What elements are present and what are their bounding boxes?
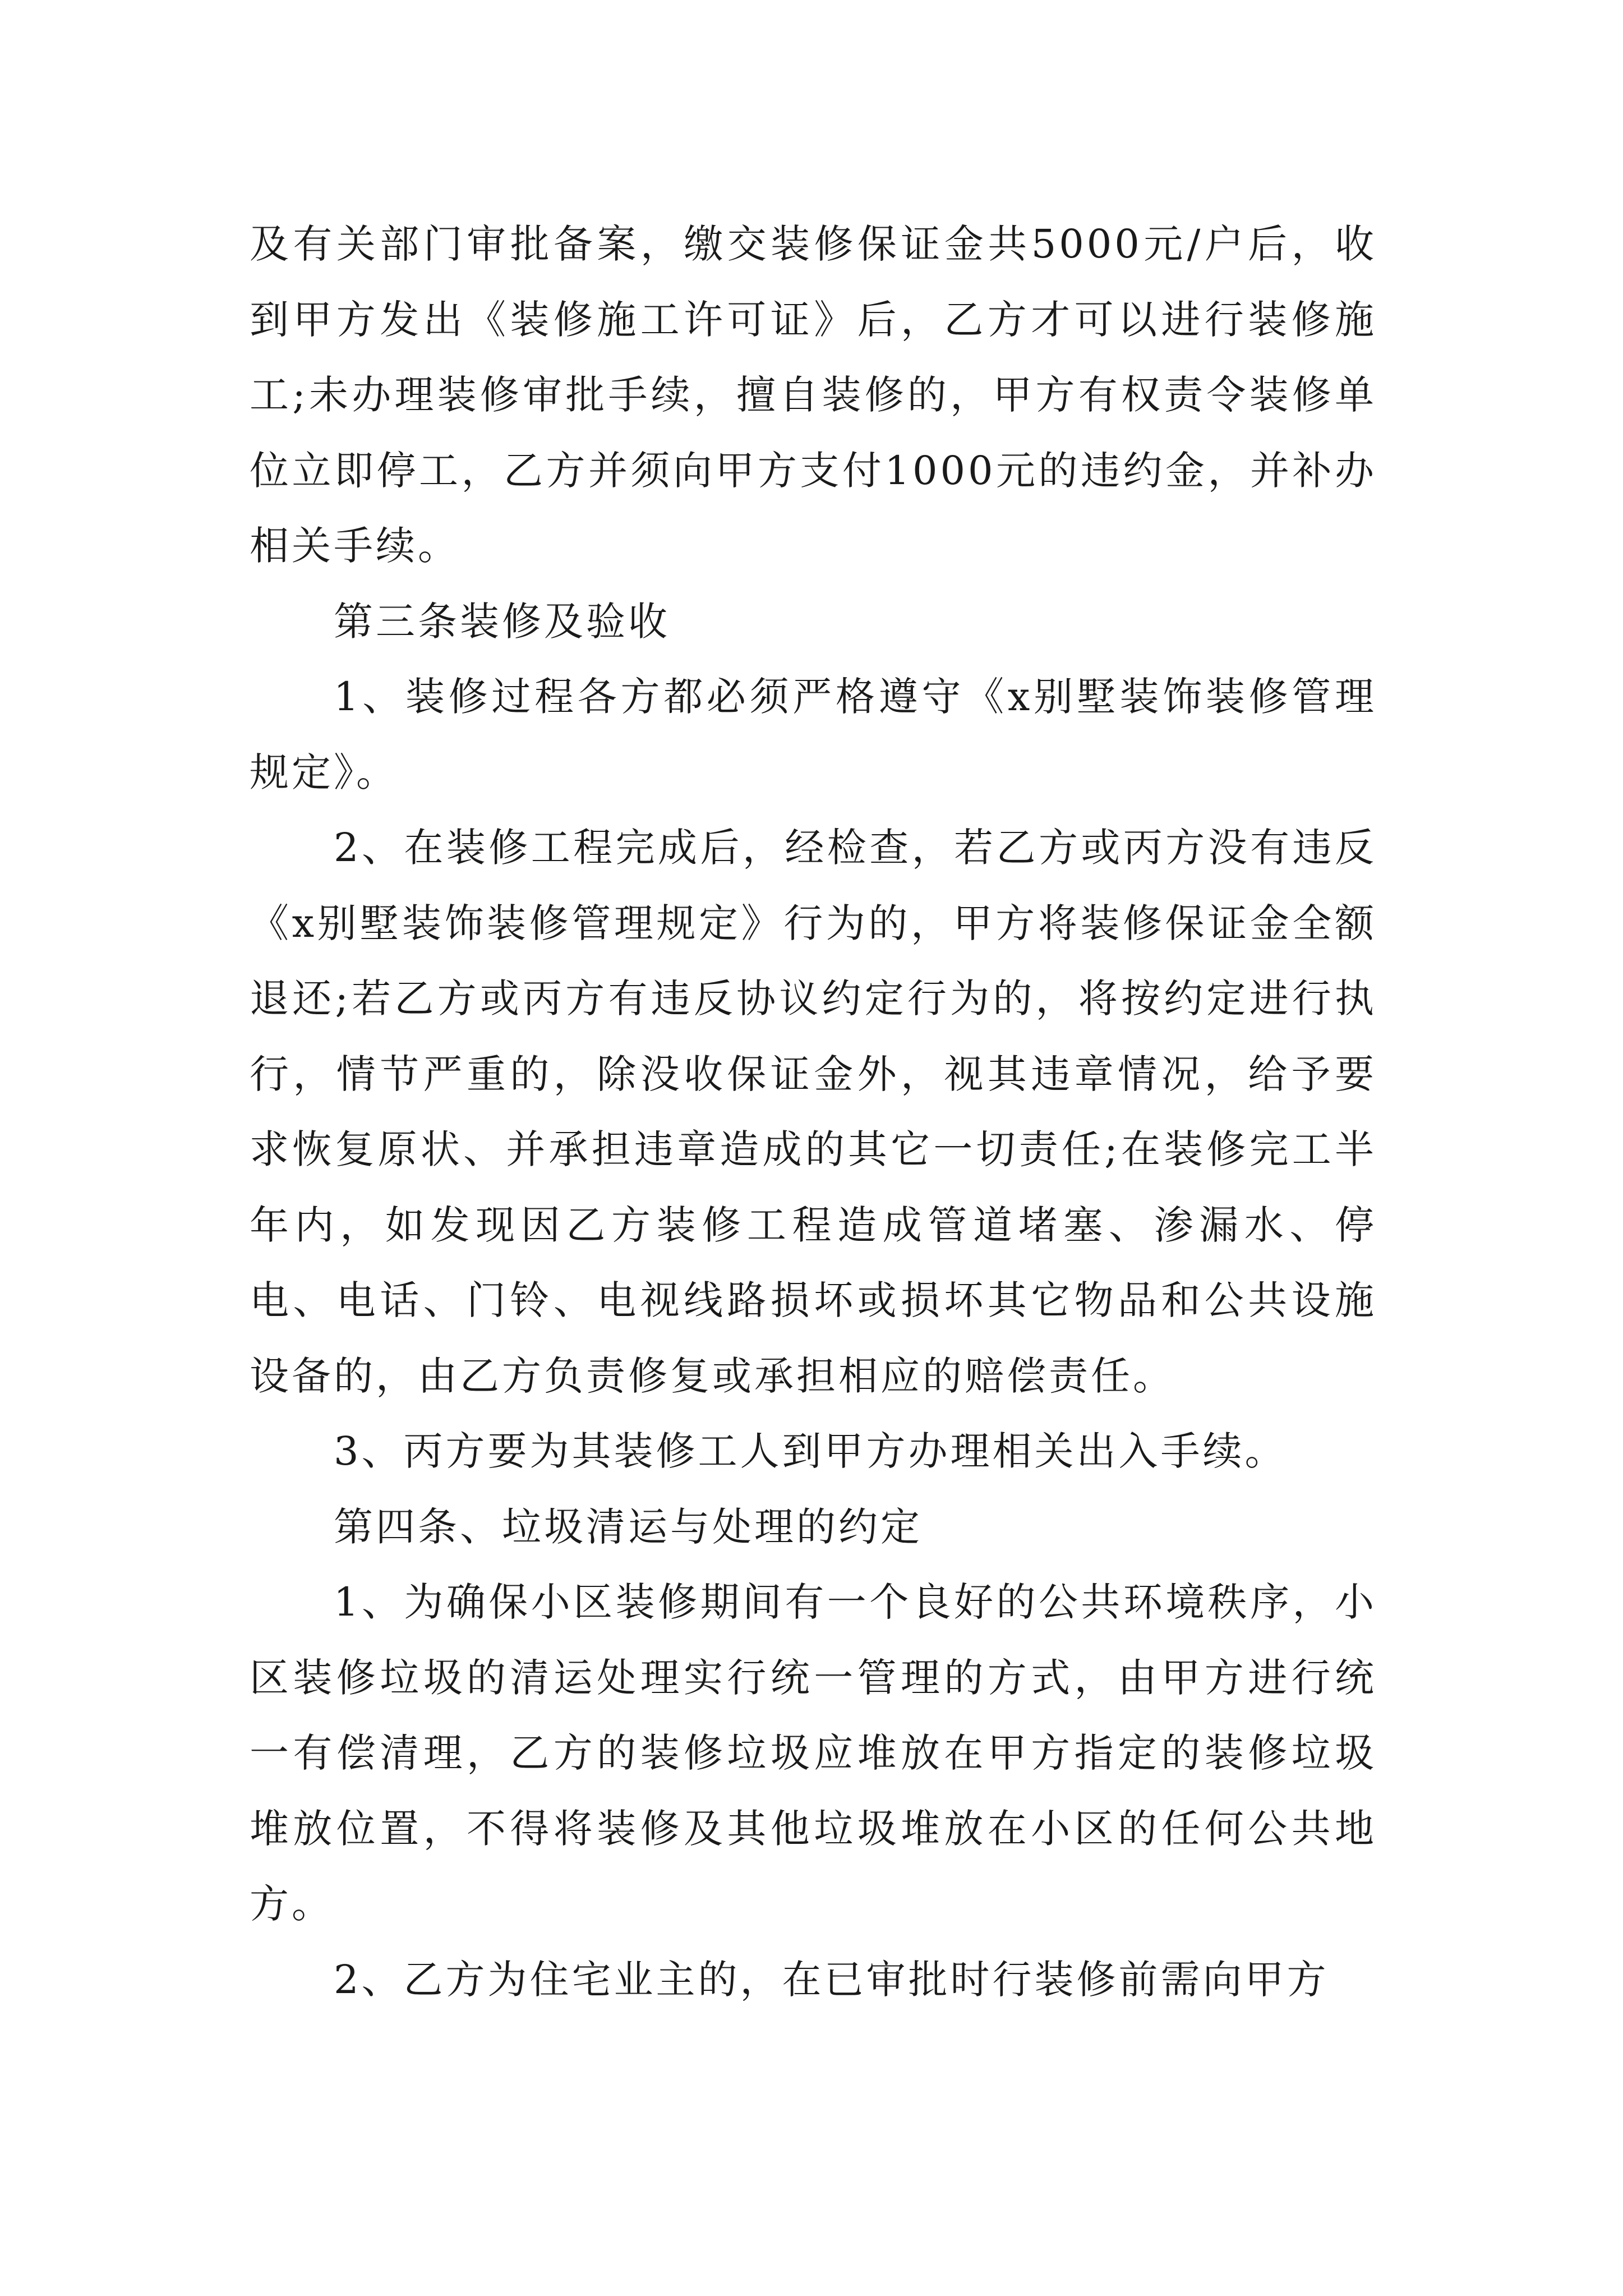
paragraph-article-4-item-2: 2、乙方为住宅业主的，在已审批时行装修前需向甲方: [334, 1956, 1329, 2003]
paragraph-article-3-item-3: 3、丙方要为其装修工人到甲方办理相关出入手续。: [334, 1428, 1287, 1474]
paragraph-article-3-item-1: 1、装修过程各方都必须严格遵守《x别墅装饰装修管理规定》。: [250, 674, 1377, 795]
paragraph-article-4-item-1: 1、为确保小区装修期间有一个良好的公共环境秩序，小区装修垃圾的清运处理实行统一管理的方式，由甲方进行统一有偿清理，乙方的装修垃圾应堆放在甲方指定的装修垃圾堆放位置，不得将装修及其他垃圾堆放在小区的任何公共地方。: [250, 1579, 1377, 1927]
section-heading-article-3: 第三条装修及验收: [334, 598, 670, 645]
section-heading-article-4: 第四条、垃圾清运与处理的约定: [334, 1503, 923, 1550]
paragraph-article-3-item-2: 2、在装修工程完成后，经检查，若乙方或丙方没有违反《x别墅装饰装修管理规定》行为的，甲方将装修保证金全额退还;若乙方或丙方有违反协议约定行为的，将按约定进行执行，情节严重的，除没收保证金外，视其违章情况，给予要求恢复原状、并承担违章造成的其它一切责任;在装修完工半年内，如发现因乙方装修工程造成管道堵塞、渗漏水、停电、电话、门铃、电视线路损坏或损坏其它物品和公共设施设备的，由乙方负责修复或承担相应的赔偿责任。: [250, 825, 1377, 1399]
paragraph-deposit-terms: 及有关部门审批备案，缴交装修保证金共5000元/户后，收到甲方发出《装修施工许可证》后，乙方才可以进行装修施工;未办理装修审批手续，擅自装修的，甲方有权责令装修单位立即停工，乙方并须向甲方支付1000元的违约金，并补办相关手续。: [250, 221, 1377, 569]
document-body: [250, 206, 1377, 2017]
